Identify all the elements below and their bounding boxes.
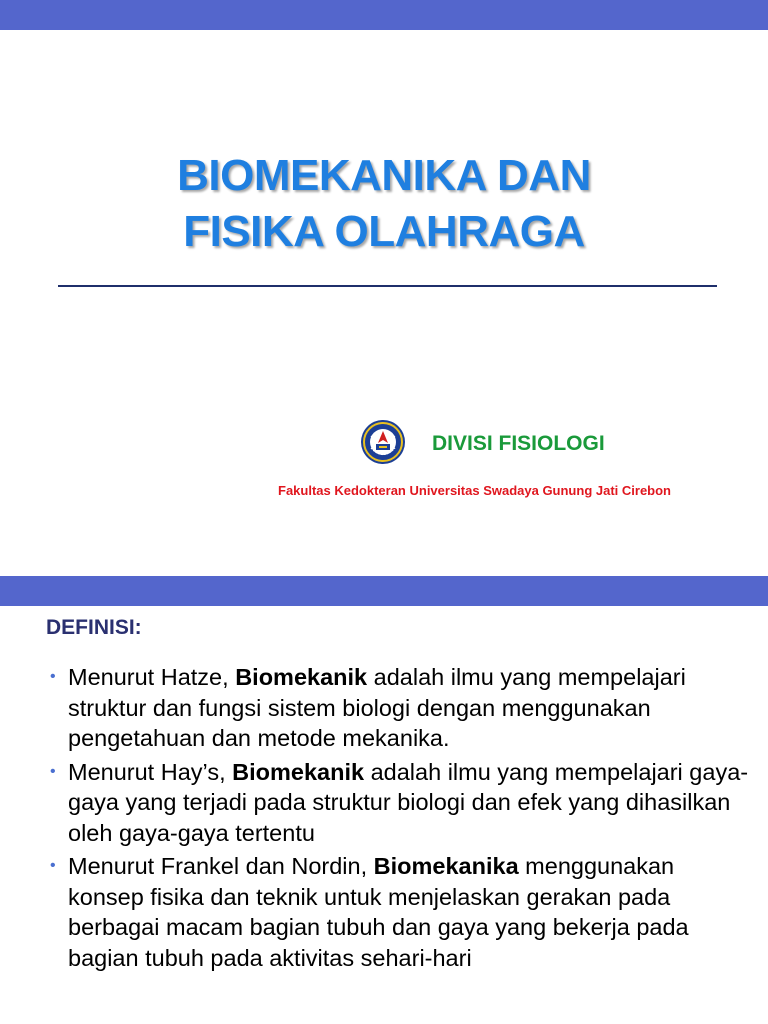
list-item	[50, 662, 750, 754]
slide-gap	[0, 512, 768, 576]
bullet-text: menggunakan konsep fisika dan teknik untuk menjelaskan gerakan pada berbagai macam bagian tubuh dan gaya yang bekerja pada bagian tubuh pada aktivitas sehari-hari	[68, 853, 689, 971]
bullet-term: Biomekanik	[235, 664, 368, 690]
bullet-icon: •	[50, 762, 56, 780]
bullet-term: Biomekanik	[232, 758, 365, 785]
list-item	[50, 757, 750, 849]
slide-title	[0, 148, 768, 260]
bullet-prefix: Menurut Hatze,	[68, 664, 236, 690]
title-line-2: FISIKA OLAHRAGA	[183, 207, 585, 256]
bullet-text: adalah ilmu yang mempelajari struktur dan fungsi sistem biologi dengan menggunakan pengetahuan dan metode mekanika.	[68, 664, 686, 751]
bullet-text: adalah ilmu yang mempelajari gaya-gaya yang terjadi pada struktur biologi dan efek yang dihasilkan oleh gaya-gaya tertentu	[68, 758, 749, 846]
bullet-term: Biomekanika	[373, 853, 519, 879]
bullet-icon: •	[50, 668, 56, 685]
definition-slide	[0, 576, 768, 1024]
bullet-icon: •	[50, 857, 56, 874]
top-accent-bar	[0, 0, 768, 30]
bullet-prefix: Menurut Frankel dan Nordin,	[68, 853, 374, 879]
bullet-prefix: Menurut Hay’s,	[68, 758, 233, 785]
definition-heading: DEFINISI:	[46, 616, 142, 639]
title-divider	[58, 285, 717, 287]
definition-list	[50, 662, 750, 976]
division-name: DIVISI FISIOLOGI	[432, 432, 605, 455]
title-line-1: BIOMEKANIKA DAN	[177, 151, 591, 200]
faculty-name: Fakultas Kedokteran Universitas Swadaya Gunung Jati Cirebon	[278, 483, 671, 498]
list-item	[50, 851, 750, 973]
top-accent-bar	[0, 576, 768, 606]
university-seal-icon	[360, 419, 406, 465]
